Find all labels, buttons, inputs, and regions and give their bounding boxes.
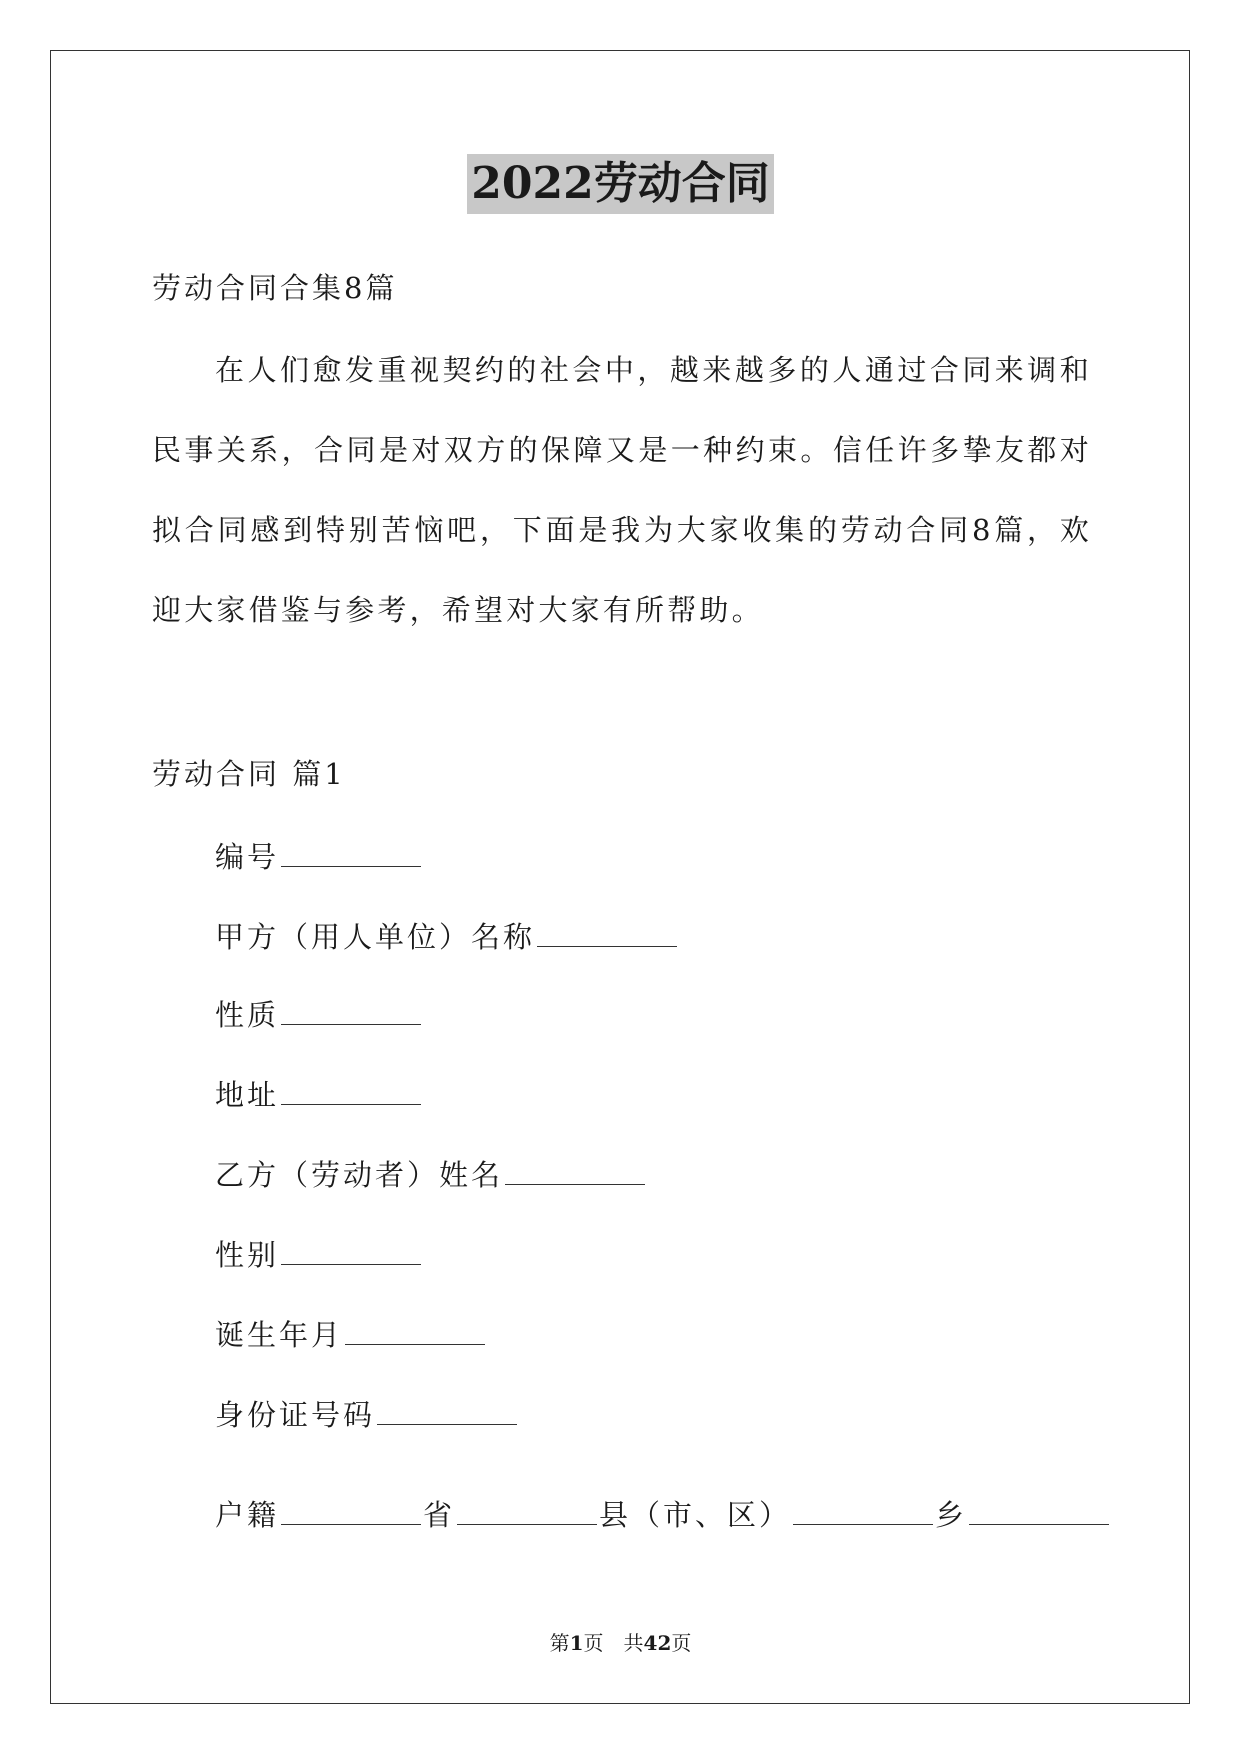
field-label: 编号 (215, 840, 280, 874)
village-blank[interactable] (969, 1494, 1109, 1525)
field-label: 性质 (215, 998, 280, 1032)
footer-mid: 页 共 (583, 1631, 644, 1655)
field-row (215, 836, 423, 877)
title-container (0, 154, 1241, 214)
footer-page-number: 1 (569, 1631, 584, 1655)
township-label: 乡 (935, 1498, 968, 1532)
field-label: 诞生年月 (215, 1318, 344, 1352)
field-blank[interactable] (281, 1234, 421, 1265)
field-blank[interactable] (537, 916, 677, 947)
intro-paragraph: 在人们愈发重视契约的社会中，越来越多的人通过合同来调和民事关系，合同是对双方的保障又是一种约束。信任许多挚友都对拟合同感到特别苦恼吧，下面是我为大家收集的劳动合同8篇，欢迎大家借鉴与参考，希望对大家有所帮助。 (152, 353, 1092, 627)
county-blank[interactable] (457, 1494, 597, 1525)
field-row (215, 994, 423, 1035)
field-blank[interactable] (281, 994, 421, 1025)
field-label: 身份证号码 (215, 1398, 376, 1432)
field-blank[interactable] (281, 1074, 421, 1105)
field-blank[interactable] (377, 1394, 517, 1425)
field-row (215, 1074, 423, 1115)
section-heading: 劳动合同 篇1 (152, 757, 346, 791)
field-blank[interactable] (345, 1314, 485, 1345)
footer-total-pages: 42 (643, 1631, 672, 1655)
field-label: 乙方（劳动者）姓名 (215, 1158, 504, 1192)
field-row (215, 1234, 423, 1275)
field-row (215, 1154, 647, 1195)
province-blank[interactable] (281, 1494, 421, 1525)
field-blank[interactable] (505, 1154, 645, 1185)
field-blank[interactable] (281, 836, 421, 867)
footer-prefix: 第 (549, 1631, 570, 1655)
field-row (215, 916, 679, 957)
township-blank[interactable] (793, 1494, 933, 1525)
county-label: 县（市、区） (599, 1498, 792, 1532)
field-label: 性别 (215, 1238, 280, 1272)
province-label: 省 (423, 1498, 456, 1532)
subtitle: 劳动合同合集8篇 (152, 271, 398, 305)
huji-label: 户籍 (215, 1498, 280, 1532)
huji-line (215, 1494, 1111, 1535)
field-row (215, 1394, 519, 1435)
page-footer (0, 1630, 1241, 1656)
document-title: 2022劳动合同 (467, 154, 773, 214)
field-row (215, 1314, 487, 1355)
field-label: 甲方（用人单位）名称 (215, 920, 536, 954)
field-label: 地址 (215, 1078, 280, 1112)
footer-suffix: 页 (671, 1631, 692, 1655)
